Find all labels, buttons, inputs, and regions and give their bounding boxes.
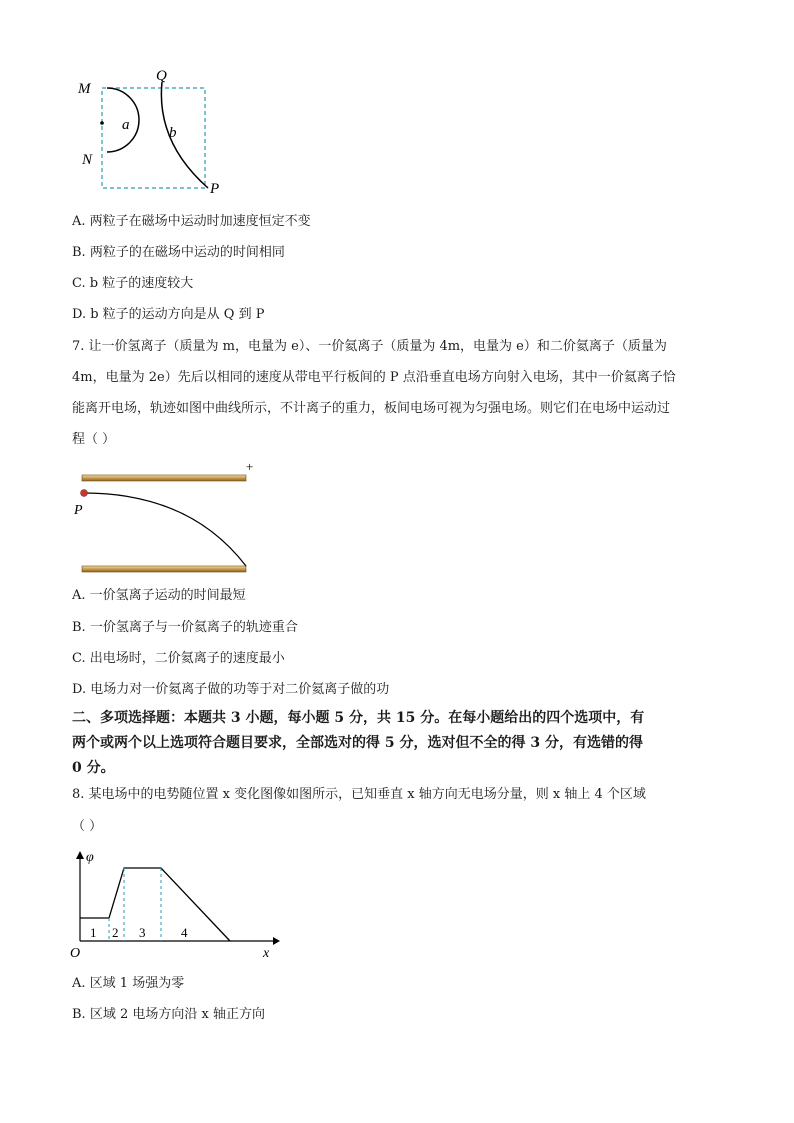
region-3-label: 3 <box>139 925 146 940</box>
q7-option-d: D. 电场力对一价氦离子做的功等于对二价氦离子做的功 <box>72 682 390 697</box>
q6-option-b: B. 两粒子的在磁场中运动的时间相同 <box>72 245 285 260</box>
q8-stem-line-1: 8. 某电场中的电势随位置 x 变化图像如图所示，已知垂直 x 轴方向无电场分量，则 x 轴上 4 个区域 <box>72 787 646 802</box>
q8-stem-line-2: （ ） <box>72 819 103 834</box>
q7-option-a: A. 一价氢离子运动的时间最短 <box>72 588 246 603</box>
label-a: a <box>122 117 130 133</box>
q8-option-b: B. 区域 2 电场方向沿 x 轴正方向 <box>72 1007 265 1022</box>
q6-option-c: C. b 粒子的速度较大 <box>72 276 194 291</box>
bottom-plate <box>82 566 246 572</box>
phi-label: φ <box>86 850 94 865</box>
potential-curve <box>80 868 230 941</box>
trajectory-curve <box>84 493 246 566</box>
label-q: Q <box>156 68 167 84</box>
q6-option-a: A. 两粒子在磁场中运动时加速度恒定不变 <box>72 214 311 229</box>
section2-line-1: 二、多项选择题：本题共 3 小题，每小题 5 分，共 15 分。在每小题给出的四个选项中，有 <box>72 710 645 726</box>
q7-option-b: B. 一价氢离子与一价氦离子的轨迹重合 <box>72 620 298 635</box>
q7-stem-line-2: 4m，电量为 2e）先后以相同的速度从带电平行板间的 P 点沿垂直电场方向射入电场，其中一价氦离子恰 <box>72 370 676 385</box>
y-axis-arrow <box>76 851 84 859</box>
x-axis-arrow <box>273 937 280 945</box>
q7-option-c: C. 出电场时，二价氦离子的速度最小 <box>72 651 285 666</box>
magnetic-field-figure <box>70 62 230 202</box>
parallel-plates-figure <box>70 456 270 581</box>
label-n: N <box>82 152 93 168</box>
q7-stem-line-4: 程（ ） <box>72 432 116 447</box>
q8-option-a: A. 区域 1 场强为零 <box>72 976 185 991</box>
label-m: M <box>78 81 91 97</box>
label-b: b <box>169 125 177 141</box>
q7-stem-line-1: 7. 让一价氢离子（质量为 m，电量为 e）、一价氦离子（质量为 4m，电量为 e）和二价氦离子（质量为 <box>72 339 667 354</box>
field-region-box <box>102 88 205 188</box>
q6-option-d: D. b 粒子的运动方向是从 Q 到 P <box>72 307 265 322</box>
region-2-label: 2 <box>112 925 119 940</box>
label-p-q7: P <box>74 503 83 518</box>
center-dot <box>100 121 104 125</box>
x-label: x <box>263 946 270 961</box>
potential-graph-figure <box>68 843 283 963</box>
section2-line-3: 0 分。 <box>72 760 115 776</box>
label-p: P <box>210 181 220 197</box>
q7-stem-line-3: 能离开电场，轨迹如图中曲线所示，不计离子的重力，板间电场可视为匀强电场。则它们在电场中运动过 <box>72 401 671 416</box>
section2-line-2: 两个或两个以上选项符合题目要求，全部选对的得 5 分，选对但不全的得 3 分，有选错的得 <box>72 735 643 751</box>
plus-sign: + <box>246 459 254 474</box>
origin-label: O <box>70 946 81 961</box>
region-1-label: 1 <box>90 925 97 940</box>
region-4-label: 4 <box>181 925 188 940</box>
top-plate <box>82 475 246 481</box>
point-p-dot <box>81 490 88 497</box>
